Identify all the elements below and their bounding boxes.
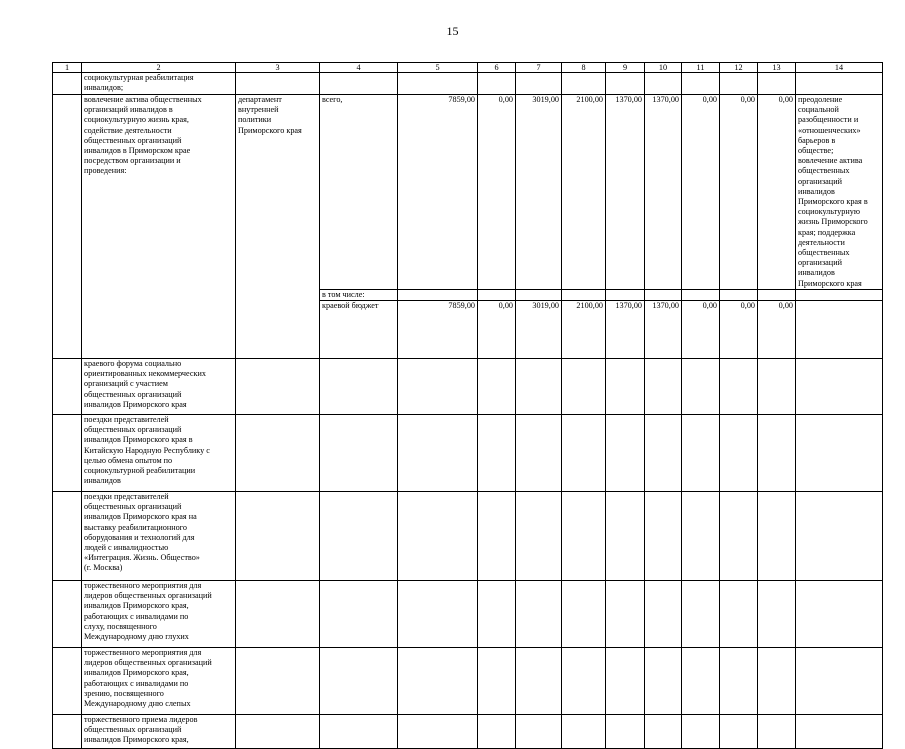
budget-value: 1370,00: [645, 301, 682, 359]
program-table: [52, 62, 883, 749]
executor-cell: департамент внутренней политики Приморского края: [236, 95, 320, 359]
table-row: [53, 415, 883, 492]
column-number-row: [53, 63, 883, 73]
funding-source-total: всего,: [320, 95, 398, 290]
column-number: 2: [82, 63, 236, 73]
column-number: 7: [516, 63, 562, 73]
total-value: 0,00: [682, 95, 720, 290]
column-number: 14: [796, 63, 883, 73]
total-value: 0,00: [478, 95, 516, 290]
total-value: 1370,00: [645, 95, 682, 290]
activity-cell: торжественного мероприятия для лидеров общественных организаций инвалидов Приморского края, работающих с инвалидами по зрению, посвященного Международному дню слепых: [82, 648, 236, 715]
table-row: [53, 359, 883, 415]
column-number: 1: [53, 63, 82, 73]
column-number: 12: [720, 63, 758, 73]
budget-value: 7859,00: [398, 301, 478, 359]
funding-source-budget: краевой бюджет: [320, 301, 398, 359]
column-number: 13: [758, 63, 796, 73]
page-number: 15: [446, 24, 459, 38]
table-row: [53, 648, 883, 715]
budget-value: 0,00: [720, 301, 758, 359]
activity-cell: поездки представителей общественных организаций инвалидов Приморского края в Китайскую Народную Республику с целью обмена опытом по социокультурной реабилитации инвалидов: [82, 415, 236, 492]
table-row: [53, 73, 883, 95]
column-number: 10: [645, 63, 682, 73]
total-value: 0,00: [720, 95, 758, 290]
expected-result-cell: преодоление социальной разобщенности и «отношенческих» барьеров в обществе; вовлечение актива общественных организаций инвалидов Приморского края в социокультурную жизнь Приморского края; поддержка деятельности общественных организаций инвалидов Приморского края: [796, 95, 883, 290]
column-number: 11: [682, 63, 720, 73]
activity-cell: торжественного мероприятия для лидеров общественных организаций инвалидов Приморского края, работающих с инвалидами по слуху, посвященного Международному дню глухих: [82, 581, 236, 648]
column-number: 4: [320, 63, 398, 73]
budget-value: 1370,00: [606, 301, 645, 359]
table-row: [53, 95, 883, 290]
total-value: 7859,00: [398, 95, 478, 290]
table-row: [53, 715, 883, 749]
budget-value: 0,00: [758, 301, 796, 359]
table-row: [53, 581, 883, 648]
activity-cell: поездки представителей общественных организаций инвалидов Приморского края на выставку реабилитационного оборудования и технологий для людей с инвалидностью «Интеграция. Жизнь. Общество» (г. Москва): [82, 492, 236, 581]
budget-value: 0,00: [478, 301, 516, 359]
column-number: 6: [478, 63, 516, 73]
budget-value: 0,00: [682, 301, 720, 359]
column-number: 9: [606, 63, 645, 73]
budget-value: 2100,00: [562, 301, 606, 359]
total-value: 0,00: [758, 95, 796, 290]
total-value: 2100,00: [562, 95, 606, 290]
funding-source-including: в том числе:: [320, 289, 398, 300]
total-value: 1370,00: [606, 95, 645, 290]
column-number: 3: [236, 63, 320, 73]
activity-cell: краевого форума социально ориентированных некоммерческих организаций с участием общественных организаций инвалидов Приморского края: [82, 359, 236, 415]
activity-cell: социокультурная реабилитация инвалидов;: [82, 73, 236, 95]
table-row: [53, 492, 883, 581]
activity-cell: торжественного приема лидеров общественных организаций инвалидов Приморского края,: [82, 715, 236, 749]
budget-value: 3019,00: [516, 301, 562, 359]
column-number: 8: [562, 63, 606, 73]
column-number: 5: [398, 63, 478, 73]
total-value: 3019,00: [516, 95, 562, 290]
activity-cell: вовлечение актива общественных организаций инвалидов в социокультурную жизнь края, содействие деятельности общественных организаций инвалидов в Приморском крае посредством организации и проведения:: [82, 95, 236, 359]
